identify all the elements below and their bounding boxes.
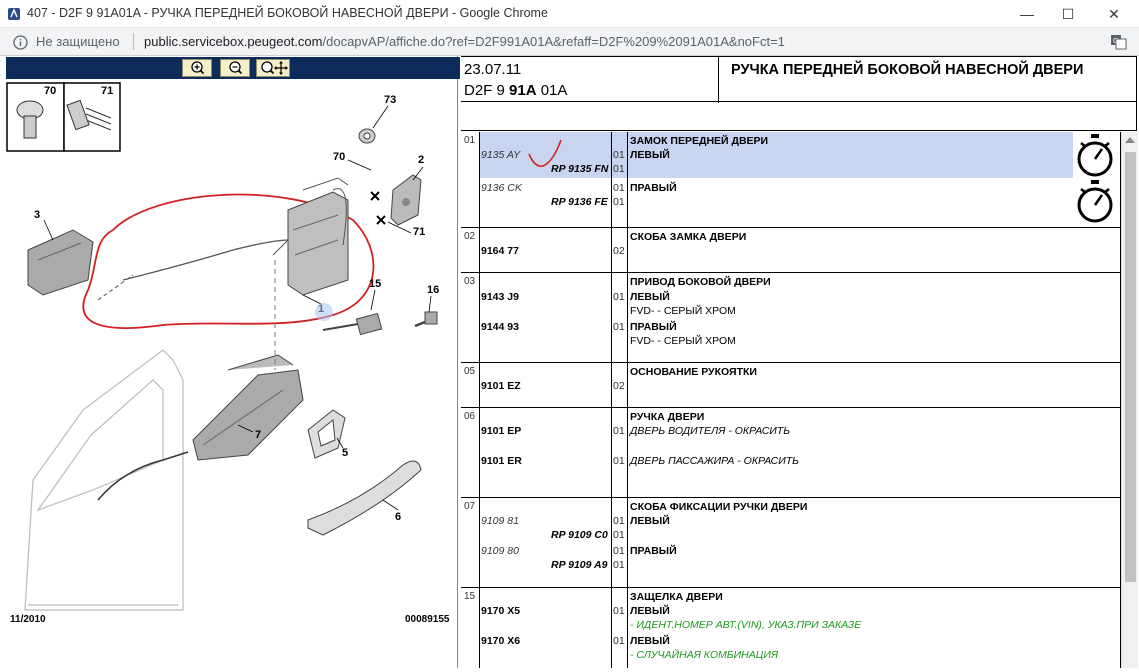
callout-2: 2 bbox=[418, 154, 425, 166]
part-qty: 01 bbox=[613, 515, 625, 527]
part-2-drawing bbox=[391, 175, 421, 225]
zoom-out-button[interactable] bbox=[220, 59, 250, 77]
part-desc: ПРАВЫЙ bbox=[630, 321, 677, 333]
callout-5: 5 bbox=[342, 447, 349, 459]
part-ref[interactable]: 9101 EP bbox=[481, 425, 522, 437]
part-qty: 01 bbox=[613, 149, 625, 161]
zoom-out-icon bbox=[221, 60, 249, 76]
door-cable bbox=[98, 452, 188, 500]
section-number: 05 bbox=[464, 366, 476, 377]
callout-3: 3 bbox=[34, 209, 41, 221]
callout-71: 71 bbox=[413, 226, 426, 238]
url-text[interactable]: public.servicebox.peugeot.com/docapvAP/affiche.do?ref=D2F991A01A&refaff=D2F%209%2091A01A&noFct=1 bbox=[144, 34, 785, 49]
catalog-code: D2F 9 91A 01A bbox=[464, 82, 568, 99]
part-qty: 01 bbox=[613, 545, 625, 557]
part-6-drawing bbox=[308, 461, 421, 535]
part-73-drawing bbox=[359, 129, 375, 143]
table-group-07 bbox=[461, 498, 1121, 588]
cursor-highlight bbox=[315, 303, 333, 321]
table-group-06 bbox=[461, 408, 1121, 498]
peugeot-logo-icon bbox=[7, 7, 21, 21]
repair-ref[interactable]: RP 9135 FN bbox=[551, 163, 609, 175]
part-qty: 01 bbox=[613, 605, 625, 617]
catalog-date: 23.07.11 bbox=[464, 61, 522, 78]
part-ref[interactable]: 9109 80 bbox=[481, 545, 519, 557]
pan-zoom-icon bbox=[257, 60, 289, 76]
parts-pane bbox=[461, 56, 1139, 668]
translate-icon[interactable] bbox=[1110, 34, 1127, 50]
part-5-drawing bbox=[308, 410, 345, 458]
close-button[interactable]: ✕ bbox=[1108, 6, 1120, 22]
part-ref[interactable]: 9170 X6 bbox=[481, 635, 521, 647]
header-spacer-row bbox=[461, 102, 1137, 131]
part-desc: ПРИВОД БОКОВОЙ ДВЕРИ bbox=[630, 276, 771, 288]
table-group-03 bbox=[461, 273, 1121, 363]
repair-ref[interactable]: RP 9109 C0 bbox=[551, 529, 608, 541]
column-divider bbox=[479, 132, 480, 668]
part-desc: ЛЕВЫЙ bbox=[630, 291, 670, 303]
callout-73: 73 bbox=[384, 94, 397, 106]
part-qty: 02 bbox=[613, 245, 625, 257]
screw-mark-70 bbox=[371, 192, 379, 200]
callout-70: 70 bbox=[333, 151, 346, 163]
part-qty: 01 bbox=[613, 455, 625, 467]
part-qty: 01 bbox=[613, 163, 625, 175]
minimize-button[interactable]: — bbox=[1020, 6, 1034, 22]
part-ref[interactable]: 9164 77 bbox=[481, 245, 519, 257]
red-check-mark bbox=[525, 138, 573, 170]
door-lock-drawing bbox=[98, 178, 348, 300]
part-desc: ЗАЩЕЛКА ДВЕРИ bbox=[630, 591, 723, 603]
section-number: 07 bbox=[464, 501, 476, 512]
stopwatch-icon[interactable] bbox=[1075, 180, 1115, 224]
parts-diagram bbox=[3, 80, 458, 668]
part-qty: 01 bbox=[613, 291, 625, 303]
screw-inset bbox=[7, 83, 120, 151]
part-desc: ЛЕВЫЙ bbox=[630, 605, 670, 617]
scrollbar-thumb[interactable] bbox=[1125, 152, 1136, 582]
part-qty: 01 bbox=[613, 182, 625, 194]
part-7-drawing bbox=[193, 355, 303, 460]
repair-ref[interactable]: RP 9109 A9 bbox=[551, 559, 608, 571]
header-divider bbox=[718, 57, 719, 103]
part-desc: ПРАВЫЙ bbox=[630, 545, 677, 557]
window-title: 407 - D2F 9 91A01A - РУЧКА ПЕРЕДНЕЙ БОКОВОЙ НАВЕСНОЙ ДВЕРИ - Google Chrome bbox=[27, 6, 548, 20]
callout-6: 6 bbox=[395, 511, 402, 523]
parts-header bbox=[461, 56, 1137, 102]
part-ref[interactable]: 9144 93 bbox=[481, 321, 519, 333]
not-secure-label[interactable]: Не защищено bbox=[36, 34, 120, 49]
part-note: FVD- - СЕРЫЙ ХРОМ bbox=[630, 335, 736, 347]
stopwatch-icon[interactable] bbox=[1075, 134, 1115, 178]
scroll-up-icon[interactable] bbox=[1125, 137, 1135, 143]
part-desc: ЗАМОК ПЕРЕДНЕЙ ДВЕРИ bbox=[630, 135, 769, 147]
pan-zoom-button[interactable] bbox=[256, 59, 290, 77]
browser-title-bar bbox=[0, 0, 1139, 28]
part-desc: СКОБА ЗАМКА ДВЕРИ bbox=[630, 231, 747, 243]
address-separator bbox=[133, 33, 134, 50]
callout-15: 15 bbox=[369, 278, 382, 290]
callout-71-inset: 71 bbox=[101, 85, 114, 97]
part-qty: 01 bbox=[613, 321, 625, 333]
diagram-footer-date: 11/2010 bbox=[10, 614, 46, 625]
part-ref[interactable]: 9136 CK bbox=[481, 182, 522, 194]
part-qty: 02 bbox=[613, 380, 625, 392]
page-title: РУЧКА ПЕРЕДНЕЙ БОКОВОЙ НАВЕСНОЙ ДВЕРИ bbox=[731, 62, 1084, 78]
part-note: ДВЕРЬ ПАССАЖИРА - ОКРАСИТЬ bbox=[630, 455, 799, 467]
part-desc: ОСНОВАНИЕ РУКОЯТКИ bbox=[630, 366, 757, 378]
section-number: 02 bbox=[464, 231, 476, 242]
section-number: 01 bbox=[464, 135, 476, 146]
callout-7: 7 bbox=[255, 429, 262, 441]
zoom-in-button[interactable] bbox=[182, 59, 212, 77]
part-desc: РУЧКА ДВЕРИ bbox=[630, 411, 705, 423]
part-note: - СЛУЧАЙНАЯ КОМБИНАЦИЯ bbox=[630, 649, 779, 661]
maximize-button[interactable]: ☐ bbox=[1061, 6, 1075, 22]
info-warning-icon[interactable] bbox=[13, 35, 28, 50]
address-bar[interactable] bbox=[0, 28, 1139, 56]
repair-ref[interactable]: RP 9136 FE bbox=[551, 196, 608, 208]
part-ref[interactable]: 9101 EZ bbox=[481, 380, 521, 392]
table-group-01 bbox=[461, 132, 1121, 228]
part-15-drawing bbox=[323, 313, 382, 334]
part-3-drawing bbox=[28, 230, 93, 295]
section-number: 15 bbox=[464, 591, 476, 602]
part-ref[interactable]: 9143 J9 bbox=[481, 291, 519, 303]
column-divider bbox=[611, 132, 612, 668]
part-qty: 01 bbox=[613, 196, 625, 208]
column-divider bbox=[627, 132, 628, 668]
part-note: ДВЕРЬ ВОДИТЕЛЯ - ОКРАСИТЬ bbox=[630, 425, 791, 437]
part-16-drawing bbox=[415, 312, 437, 326]
part-desc: ЛЕВЫЙ bbox=[630, 635, 670, 647]
part-desc: СКОБА ФИКСАЦИИ РУЧКИ ДВЕРИ bbox=[630, 501, 808, 513]
callout-16: 16 bbox=[427, 284, 440, 296]
svg-text:G: G bbox=[1113, 37, 1119, 45]
part-qty: 01 bbox=[613, 635, 625, 647]
part-desc: ЛЕВЫЙ bbox=[630, 515, 670, 527]
zoom-toolbar bbox=[6, 57, 460, 79]
door-outline bbox=[25, 350, 183, 610]
part-desc: ЛЕВЫЙ bbox=[630, 149, 670, 161]
section-number: 03 bbox=[464, 276, 476, 287]
table-group-15 bbox=[461, 588, 1121, 668]
diagram-pane bbox=[3, 56, 458, 668]
part-note: FVD- - СЕРЫЙ ХРОМ bbox=[630, 305, 736, 317]
callout-70-inset: 70 bbox=[44, 85, 57, 97]
section-number: 06 bbox=[464, 411, 476, 422]
part-note: - ИДЕНТ.НОМЕР АВТ.(VIN), УКАЗ.ПРИ ЗАКАЗЕ bbox=[630, 619, 862, 631]
zoom-in-icon bbox=[183, 60, 211, 76]
part-ref[interactable]: 9109 81 bbox=[481, 515, 519, 527]
part-qty: 01 bbox=[613, 529, 625, 541]
diagram-footer-code: 00089155 bbox=[405, 614, 450, 625]
part-ref[interactable]: 9170 X5 bbox=[481, 605, 521, 617]
part-qty: 01 bbox=[613, 559, 625, 571]
part-desc: ПРАВЫЙ bbox=[630, 182, 677, 194]
part-ref[interactable]: 9101 ER bbox=[481, 455, 522, 467]
table-group-02 bbox=[461, 228, 1121, 273]
parts-table bbox=[461, 132, 1121, 668]
vertical-scrollbar[interactable] bbox=[1121, 132, 1138, 668]
table-group-05 bbox=[461, 363, 1121, 408]
screw-mark-71 bbox=[377, 216, 385, 224]
part-ref[interactable]: 9135 AY bbox=[481, 149, 521, 161]
part-qty: 01 bbox=[613, 425, 625, 437]
